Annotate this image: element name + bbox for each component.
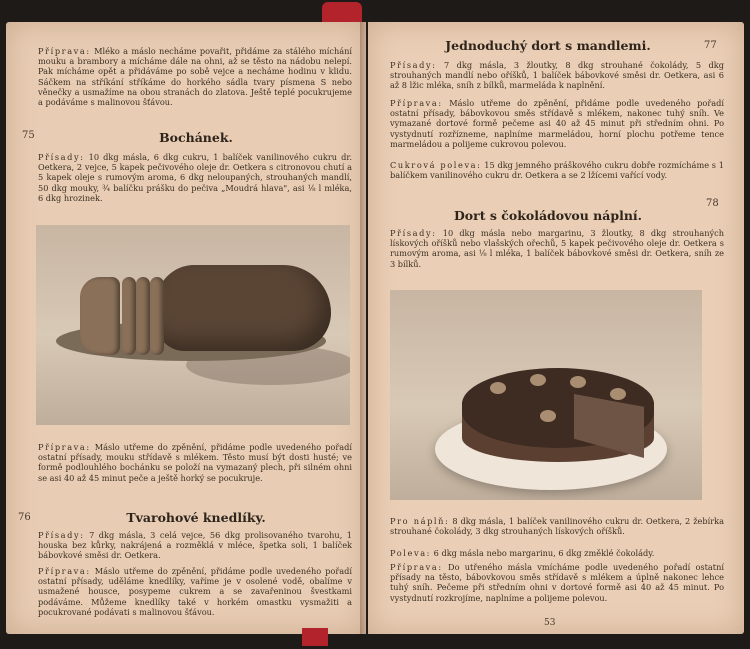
walnut-decoration	[570, 376, 586, 388]
intro-lead: Příprava:	[38, 46, 91, 56]
recipe-title-cokoladovy: Dort s čokoládovou náplní.	[453, 208, 643, 223]
glaze-text: 6 dkg másla nebo margarinu, 6 dkg změklé čokolády.	[433, 548, 655, 558]
filling-cokoladovy	[390, 516, 724, 536]
bread-end-slice	[80, 277, 120, 355]
ingredients-lead: Přísady:	[390, 228, 437, 238]
ingredients-lead: Přísady:	[38, 530, 85, 540]
bread-slice	[136, 277, 150, 355]
filling-text: 8 dkg másla, 1 balíček vanilinového cukru dr. Oetkera, 2 žebírka strouhané čokolády, 3 dkg strouhaných lískových oříšků.	[390, 516, 724, 537]
intro-paragraph	[38, 46, 352, 107]
bread-slice	[150, 277, 164, 355]
page-number-77: 77	[704, 40, 717, 51]
bookmark-ribbon-end	[302, 628, 328, 646]
preparation-text: Máslo utřeme do zpěnění, přidáme podle uvedeného pořadí ostatní přísady, bábovkovou směs střídavě s mlékem, nakonec tuhý sníh. Ve vymazané dortové formě pečeme asi 40 až 45 minut při středním ohni. Po vystydnutí rozřízneme, naplníme marmeládou, horní plochu potřeme tence marmeládou a polijeme cukrovou polevou.	[390, 98, 724, 149]
walnut-decoration	[540, 410, 556, 422]
recipe-title-bochanek: Bochánek.	[159, 130, 233, 145]
glaze-cokoladovy	[390, 548, 724, 558]
ingredients-knedliky	[38, 530, 352, 561]
bread-photo	[36, 225, 350, 425]
walnut-decoration	[530, 374, 546, 386]
ingredients-text: 10 dkg másla nebo margarinu, 3 žloutky, 8 dkg strouhaných lískových oříšků nebo vlašských ořechů, 5 kapek pečivového oleje dr. Oetkera s rumovým aroma, asi ⅛ l mléka, 1 balíček bábovkové směsi dr. Oetkera, sníh ze 3 bílků.	[390, 228, 724, 269]
ingredients-text: 7 dkg másla, 3 celá vejce, 56 dkg prolisovaného tvarohu, 1 houska bez kůrky, nakrájená a rozměklá v mléce, špetka soli, 1 balíček bábovkové směsi dr. Oetkera.	[38, 530, 353, 561]
ingredients-bochanek	[38, 152, 352, 203]
ingredients-mandle	[390, 60, 724, 91]
bread-slice	[122, 277, 136, 355]
preparation-knedliky	[38, 566, 352, 617]
preparation-text: Máslo utřeme do zpěnění, přidáme podle uvedeného pořadí ostatní přísady, uděláme knedlíky, vaříme je v osolené vodě, obalíme v usmažené housce, posypeme cukrem a se zavařeninou švestkami podáváme. Můžeme knedlíky také v horkém omastku vysmažiti a pocukrované podávati s malinovou šťávou.	[38, 566, 352, 617]
left-page	[6, 22, 366, 634]
filling-lead: Pro náplň:	[390, 516, 450, 526]
recipe-title-knedliky: Tvarohové knedlíky.	[126, 510, 266, 525]
right-page	[368, 22, 744, 634]
glaze-lead: Poleva:	[390, 548, 432, 558]
ingredients-lead: Přísady:	[38, 152, 85, 162]
page-number-76: 76	[18, 512, 31, 523]
icing-text: 15 dkg jemného práškového cukru dobře rozmícháme s 1 balíčkem vanilinového cukru dr. Oetkera a se 2 lžícemi vařící vody.	[390, 160, 724, 181]
cake-photo	[390, 290, 702, 500]
page-number-75: 75	[22, 130, 35, 141]
preparation-lead: Příprava:	[390, 562, 443, 572]
intro-text: Mléko a máslo necháme povařit, přidáme za stálého míchání mouku a brambory a mícháme dále na ohni, až se těsto na nádobu nelepí. Pak mícháme opět a přidáváme po sobě vejce a necháme hodinu v klidu. Sáčkem na stříkání stříkáme do horkého sádla tvary písmena S nebo věnečky a usmažíme na obou stranách do zlatova. Ještě teplé pocukrujeme a podáváme s malinovou šťávou.	[38, 46, 352, 108]
bread-loaf	[156, 265, 331, 351]
ingredients-cokoladovy	[390, 228, 724, 269]
page-number-78: 78	[706, 198, 719, 209]
preparation-lead: Příprava:	[38, 566, 91, 576]
ingredients-text: 10 dkg másla, 6 dkg cukru, 1 balíček vanilinového cukru dr. Oetkera, 2 vejce, 5 kapek pečivového oleje dr. Oetkera s citronovou chutí a 5 kapek oleje s rumovým aroma, 6 dkg neloupaných, strouhaných mandlí, 50 dkg mouky, ¾ balíčku prášku do pečiva „Moudrá hlava", asi ⅛ l mléka, 6 dkg hrozinek.	[38, 152, 352, 203]
preparation-text: Máslo utřeme do zpěnění, přidáme podle uvedeného pořadí ostatní přísady, mouku střídavě s mlékem. Těsto musí být dosti husté; ve formě podlouhlého bochánku se položí na vymazaný plech, při silném ohni se asi 40 až 45 minut peče a ještě horký se pocukruje.	[38, 442, 352, 483]
preparation-lead: Příprava:	[38, 442, 91, 452]
bookmark-ribbon	[322, 2, 362, 24]
preparation-lead: Příprava:	[390, 98, 443, 108]
walnut-decoration	[610, 388, 626, 400]
ingredients-text: 7 dkg másla, 3 žloutky, 8 dkg strouhané čokolády, 5 dkg strouhaných mandlí nebo oříšků, 1 balíček bábovkové směsi dr. Oetkera, asi 6 až 8 lžic mléka, sníh z bílků, marmeláda k naplnění.	[390, 60, 724, 91]
walnut-decoration	[490, 382, 506, 394]
recipe-title-mandle: Jednoduchý dort s mandlemi.	[445, 38, 651, 53]
preparation-mandle	[390, 98, 724, 149]
preparation-text: Do utřeného másla vmícháme podle uvedeného pořadí ostatní přísady na těsto, bábovkovou směs střídavě s mlékem a úplně nakonec lehce tuhý sníh. Pečeme při středním ohni v dortové formě asi 40 až 45 minut. Po vystydnutí rozkrojíme, naplníme a polijeme polevou.	[390, 562, 724, 603]
icing-mandle	[390, 160, 724, 180]
ingredients-lead: Přísady:	[390, 60, 437, 70]
preparation-cokoladovy	[390, 562, 724, 603]
icing-lead: Cukrová poleva:	[390, 160, 482, 170]
preparation-bochanek	[38, 442, 352, 483]
footer-number: 53	[544, 618, 556, 628]
